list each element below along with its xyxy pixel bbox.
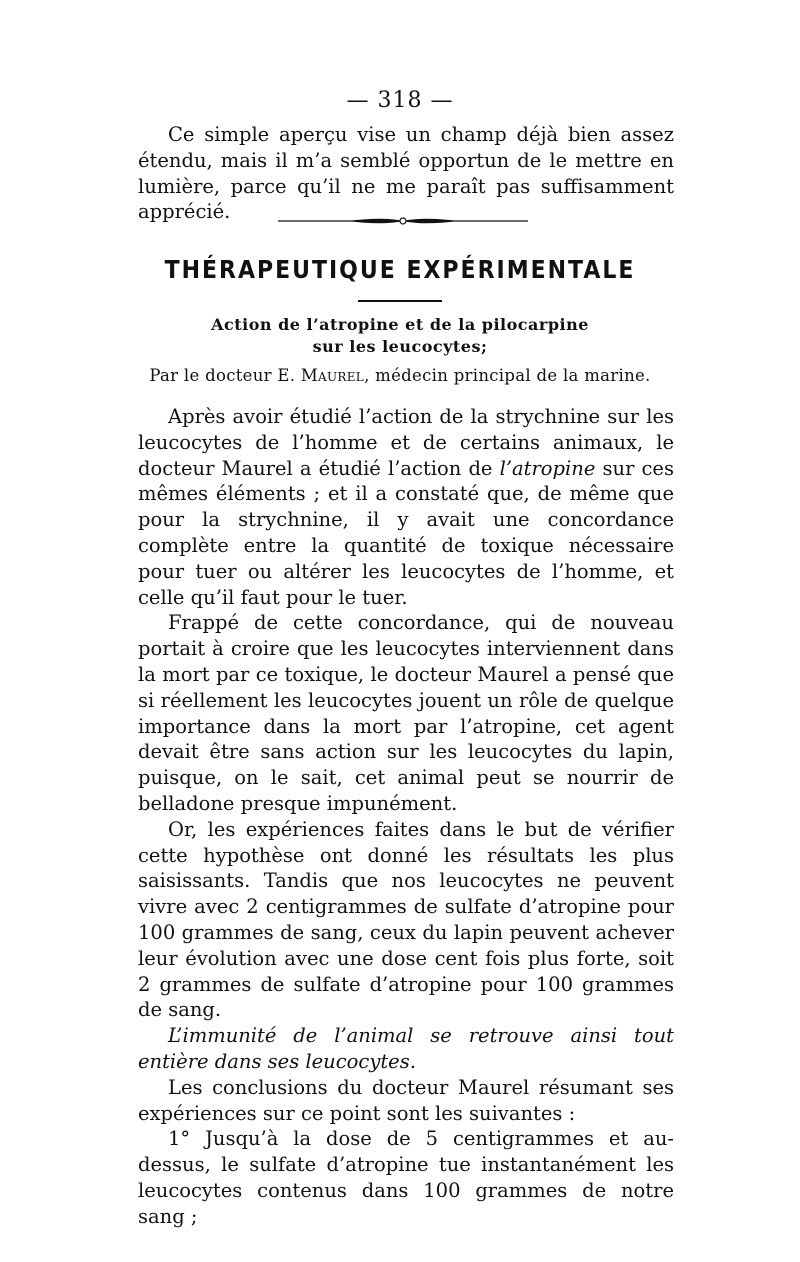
byline-prefix: Par le docteur E. (149, 366, 301, 385)
paragraph-3: Or, les expériences faites dans le but de vérifier cette hypothèse ont donné les résultats les plus saisissants. Tandis que nos leucocytes ne peuvent vivre avec 2 centigrammes de sulfate d’atropine pour 100 grammes de sang, ceux du lapin peuvent achever leur évolution avec une dose cent fois plus forte, soit 2 grammes de sulfate d’atropine pour 100 grammes de sang. (138, 817, 674, 1022)
paragraph-6: 1° Jusqu’à la dose de 5 centigrammes et au-dessus, le sulfate d’atropine tue instantanément les leucocytes contenus dans 100 grammes de notre sang ; (138, 1127, 674, 1228)
article-title-line-1: Action de l’atropine et de la pilocarpine (211, 315, 589, 334)
paragraph-1-part-b: sur ces mêmes éléments ; et il a constaté que, de même que pour la strychnine, il y avait une concordance complète entre la quantité de toxique nécessaire pour tuer ou altérer les leucocytes de l’homme, et celle qu’il faut pour le tuer. (138, 456, 674, 609)
paragraph-4-italic: L’immunité de l’animal se retrouve ainsi tout entière dans ses leucocytes. (138, 1024, 674, 1073)
byline-suffix: , médecin principal de la marine. (364, 366, 651, 385)
byline-author: Maurel (300, 366, 365, 385)
byline (0, 366, 800, 385)
article-body (138, 404, 674, 1230)
article-title (0, 314, 800, 358)
section-title: THÉRAPEUTIQUE EXPÉRIMENTALE (164, 256, 636, 285)
intro-text-block (138, 122, 674, 225)
ornamental-divider (278, 216, 528, 226)
intro-paragraph: Ce simple aperçu vise un champ déjà bien assez étendu, mais il m’a semblé opportun de le mettre en lumière, parce qu’il ne me paraît pas suffisamment apprécié. (138, 123, 674, 224)
paragraph-2: Frappé de cette concordance, qui de nouveau portait à croire que les leucocytes interviennent dans la mort par ce toxique, le docteur Maurel a pensé que si réellement les leucocytes jouent un rôle de quelque importance dans la mort par l’atropine, cet agent devait être sans action sur les leucocytes du lapin, puisque, on le sait, cet animal peut se nourrir de belladone presque impunément. (138, 611, 674, 815)
paragraph-4 (138, 1023, 674, 1075)
page-number: — 318 — (346, 88, 454, 113)
article-title-line-2: sur les leucocytes; (312, 337, 488, 356)
paragraph-5: Les conclusions du docteur Maurel résumant ses expériences sur ce point sont les suivantes : (138, 1075, 674, 1125)
paragraph-1-italic: l’atropine (499, 456, 596, 480)
title-rule (358, 300, 442, 302)
paragraph-1 (138, 404, 674, 610)
paragraph-1-part-a: Après avoir étudié l’action de la strychnine sur les leucocytes de l’homme et de certains animaux, le docteur Maurel a étudié l’action de (138, 405, 674, 480)
